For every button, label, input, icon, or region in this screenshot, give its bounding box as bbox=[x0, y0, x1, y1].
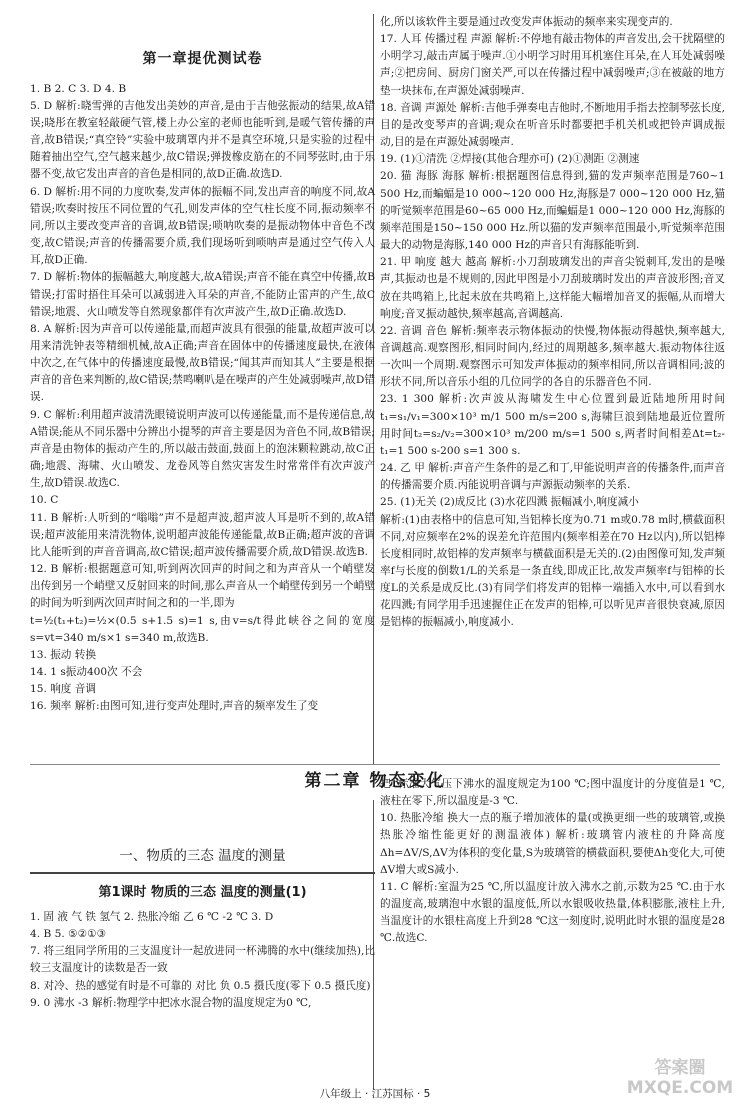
watermark-logo: 答案圈 MXQE.COM bbox=[626, 1058, 734, 1098]
answer-item: 10. C bbox=[30, 494, 59, 507]
lower-right-column bbox=[380, 776, 725, 948]
answer-item: 22. 音调 音色 解析:频率表示物体振动的快慢,物体振动得越快,频率越大,音调越高.观察图形,相同时间内,经过的周期越多,频率越大.振动物体往返一次叫一个周期.观察图示可知发声体振动的频率相同,所以音调相同;波的形状不同,所以音乐小组的几位同学的各自的乐器音色不同. bbox=[380, 324, 725, 389]
answer-item: 8. A 解析:因为声音可以传递能量,而超声波具有很强的能量,故超声波可以用来清洗钟表等精细机械,故A正确;声音在固体中的传播速度最快,在液体中次之,在气体中的传播速度最慢,故B错误;“闻其声而知其人”主要是根据声音的音色来判断的,故C错误;禁鸣喇叭是在噪声的产生处减弱噪声,故D错误. bbox=[30, 322, 375, 404]
answer-item: 7. 将三组同学所用的三支温度计一起放进同一杯沸腾的水中(继续加热),比较三支温度计的读数是否一致 bbox=[30, 945, 375, 975]
answer-item: 把1标准大气压下沸水的温度规定为100 ℃;图中温度计的分度值是1 ℃,液柱在零下,所以温度是-3 ℃. bbox=[380, 778, 725, 808]
answer-item: 16. 频率 解析:由图可知,进行变声处理时,声音的频率发生了变 bbox=[30, 700, 319, 713]
answer-item: 13. 振动 转换 bbox=[30, 648, 96, 661]
answer-item: 9. C 解析:利用超声波清洗眼镜说明声波可以传递能量,而不是传递信息,故A错误;能从不同乐器中分辨出小提琴的声音主要是因为音色不同,故B错误;声音是由物体的振动产生的,所以敲击鼓面,鼓面上的泡沫颗粒跳动,故C正确;地震、海啸、火山喷发、龙卷风等自然灾害发生时常常伴有次声波产生,故D错误.故选C. bbox=[30, 408, 375, 490]
answer-item: 化,所以该软件主要是通过改变发声体振动的频率来实现变声的. bbox=[380, 16, 673, 28]
answer-item: 1. 固 液 气 铁 氢气 2. 热胀冷缩 乙 6 ℃ -2 ℃ 3. D bbox=[30, 910, 274, 923]
answer-item: 5. D 解析:晓雪弹的吉他发出美妙的声音,是由于吉他弦振动的结果,故A错误;晓彤在教室轻敲硬气管,楼上办公室的老师也能听到,是暖气管传播的声音,故B错误;“真空铃”实验中玻璃罩内并不是真空环境,只是实验的过程中随着抽出空气,空气越来越少,故C错误;弹拨橡皮筋在的不同琴弦时,由于乐器不变,故它发出声音的音色是相同的,故D正确.故选D. bbox=[30, 99, 375, 181]
answer-item: 6. D 解析:用不同的力度吹奏,发声体的振幅不同,发出声音的响度不同,故A错误;吹奏时按压不同位置的气孔,则发声体的空气柱长度不同,振动频率不同,所以主要改变声音的音调,故B错误;唢呐吹奏的是振动物体中音色不改变,故C错误;声音的传播需要介质,我们现场听到唢呐声是通过空气传入人耳,故D正确. bbox=[30, 185, 375, 267]
answer-item: 1. B 2. C 3. D 4. B bbox=[30, 82, 127, 95]
answer-item: 11. C 解析:室温为25 ℃,所以温度计放入沸水之前,示数为25 ℃.由于水的温度高,玻璃泡中水银的温度低,所以水银吸收热量,体积膨胀,液柱上升,当温度计的水银柱高度上升到28 ℃这一刻度时,说明此时水银的温度是28 ℃.故选C. bbox=[380, 880, 725, 945]
answer-item: 9. 0 沸水 -3 解析:物理学中把冰水混合物的温度规定为0 ℃, bbox=[30, 996, 312, 1009]
answer-item: 8. 对冷、热的感觉有时是不可靠的 对比 负 0.5 摄氏度(零下 0.5 摄氏度) bbox=[30, 979, 371, 992]
answer-item: 7. D 解析:物体的振幅越大,响度越大,故A错误;声音不能在真空中传播,故B错误;打雷时捂住耳朵可以减弱进入耳朵的声音,不能防止雷声的产生,故C错误;地震、火山喷发等自然现象都伴有次声波产生,故D正确.故选D. bbox=[30, 271, 375, 318]
answer-item: 12. B 解析:根据题意可知,听到两次回声的时间之和为声音从一个峭壁发出传到另一个峭壁又反射回来的时间,那么声音从一个峭壁传到另一个峭壁的时间为听到两次回声时间之和的一半,即为 bbox=[30, 563, 375, 610]
lesson-heading: 第1课时 物质的三态 温度的测量(1) bbox=[98, 884, 307, 900]
answer-item: 15. 响度 音调 bbox=[30, 683, 96, 696]
page-footer: 八年级上 · 江苏国标 · 5 bbox=[319, 1088, 431, 1100]
test-title: 第一章提优测试卷 bbox=[142, 51, 263, 67]
answer-item: 17. 人耳 传播过程 声源 解析:不停地有敲击物体的声音发出,会干扰隔壁的小明学习,敲击声属于噪声.①小明学习时用耳机塞住耳朵,在人耳处减弱噪声;②把房间、厨房门窗关严,可以在传播过程中减弱噪声;③在被敲的地方垫一块抹布,在声源处减弱噪声. bbox=[380, 33, 725, 97]
left-column bbox=[30, 14, 375, 715]
answer-item: 4. B 5. ⑤②①③ bbox=[30, 928, 107, 941]
formula-line: t=½(t₁+t₂)=½×(0.5 s+1.5 s)=1 s,由v=s/t得此峡谷之间的宽度 s=vt=340 m/s×1 s=340 m,故选B. bbox=[30, 614, 375, 644]
answer-item: 10. 热胀冷缩 换大一点的瓶子增加液体的量(或换更细一些的玻璃管,或换热胀冷缩性能更好的测温液体) 解析:玻璃管内液柱的升降高度Δh=ΔV/S,ΔV为体积的变化量,S为玻璃管的横截面积,要使Δh变化大,可使ΔV增大或S减小. bbox=[380, 812, 725, 876]
answer-item: 21. 甲 响度 越大 越高 解析:小刀刮玻璃发出的声音尖锐刺耳,发出的是噪声,其振动也是不规则的,因此甲图是小刀刮玻璃时发出的声音波形图;音叉放在共鸣箱上,比起未放在共鸣箱上,这样能大幅增加音叉的振幅,从而增大响度;音叉振动越快,频率越高,音调越高. bbox=[380, 256, 725, 320]
answer-item: 解析:(1)由表格中的信息可知,当铝棒长度为0.71 m或0.78 m时,横截面积不同,对应频率在2%的误差允许范围内(频率相差在70 Hz以内),所以铝棒长度相同时,故铝棒的发声频率与横截面积是无关的.(2)由图像可知,发声频率f与长度的倒数1/L的关系是一条直线,即成正比,故发声频率f与铝棒的长度L的关系是成反比.(3)有同学们将发声的铝棒一端插入水中,可以看到水花四溅;有同学用手迅速握住正在发声的铝棒,可以听见声音很快衰减,原因是铝棒的振幅减小,响度减小. bbox=[380, 513, 725, 629]
right-column bbox=[380, 14, 725, 632]
answer-item: 25. (1)无关 (2)成反比 (3)水花四溅 振幅减小,响度减小 bbox=[380, 496, 639, 509]
answer-item: 20. 猫 海豚 海豚 解析:根据题图信息得到,猫的发声频率范围是760~1 500 Hz,而蝙蝠是10 000~120 000 Hz,海豚是7 000~120 000 Hz,猫的听觉频率范围是60~65 000 Hz,而蝙蝠是1 000~120 000 Hz,海豚的频率范围是150~150 000 Hz.所以猫的发声频率范围最小,听觉频率范围最大的动物是海豚,140 000 Hz的声音只有海豚能听到. bbox=[380, 170, 725, 252]
answer-item: 19. (1)①清洗 ②焊接(其他合理亦可) (2)①测距 ②测速 bbox=[380, 153, 640, 166]
answer-item: 23. 1 300 解析:次声波从海啸发生中心位置到最近陆地所用时间t₁=s₁/v₁=300×10³ m/1 500 m/s=200 s,海啸巨浪到陆地最近位置所用时间t₂=s₂/v₂=300×10³ m/200 m/s=1 500 s,两者时间相差Δt=t₂-t₁=1 500 s-200 s=1 300 s. bbox=[380, 393, 725, 457]
answer-item: 24. 乙 甲 解析:声音产生条件的是乙和丁,甲能说明声音的传播条件,而声音的传播需要介质.丙能说明音调与声源振动频率的关系. bbox=[380, 462, 725, 492]
section-heading: 一、物质的三态 温度的测量 bbox=[30, 842, 375, 874]
chapter-heading: 第二章 物态变化 bbox=[304, 771, 446, 791]
lower-left-column bbox=[30, 842, 375, 1012]
answer-item: 11. B 解析:人听到的“嗡嗡”声不是超声波,超声波人耳是听不到的,故A错误;超声波能用来清洗物体,说明超声波能传递能量,故B正确;超声波的音调比人能听到的声音音调高,故C错误;超声波传播需要介质,故D错误.故选B. bbox=[30, 511, 375, 558]
answer-item: 14. 1 s振动400次 不会 bbox=[30, 665, 143, 678]
answer-item: 18. 音调 声源处 解析:吉他手弹奏电吉他时,不断地用手指去控制琴弦长度,目的是改变琴声的音调;观众在听音乐时都要把手机关机或把铃声调成振动,目的是在声源处减弱噪声. bbox=[380, 101, 725, 149]
chapter-rule bbox=[30, 764, 720, 765]
